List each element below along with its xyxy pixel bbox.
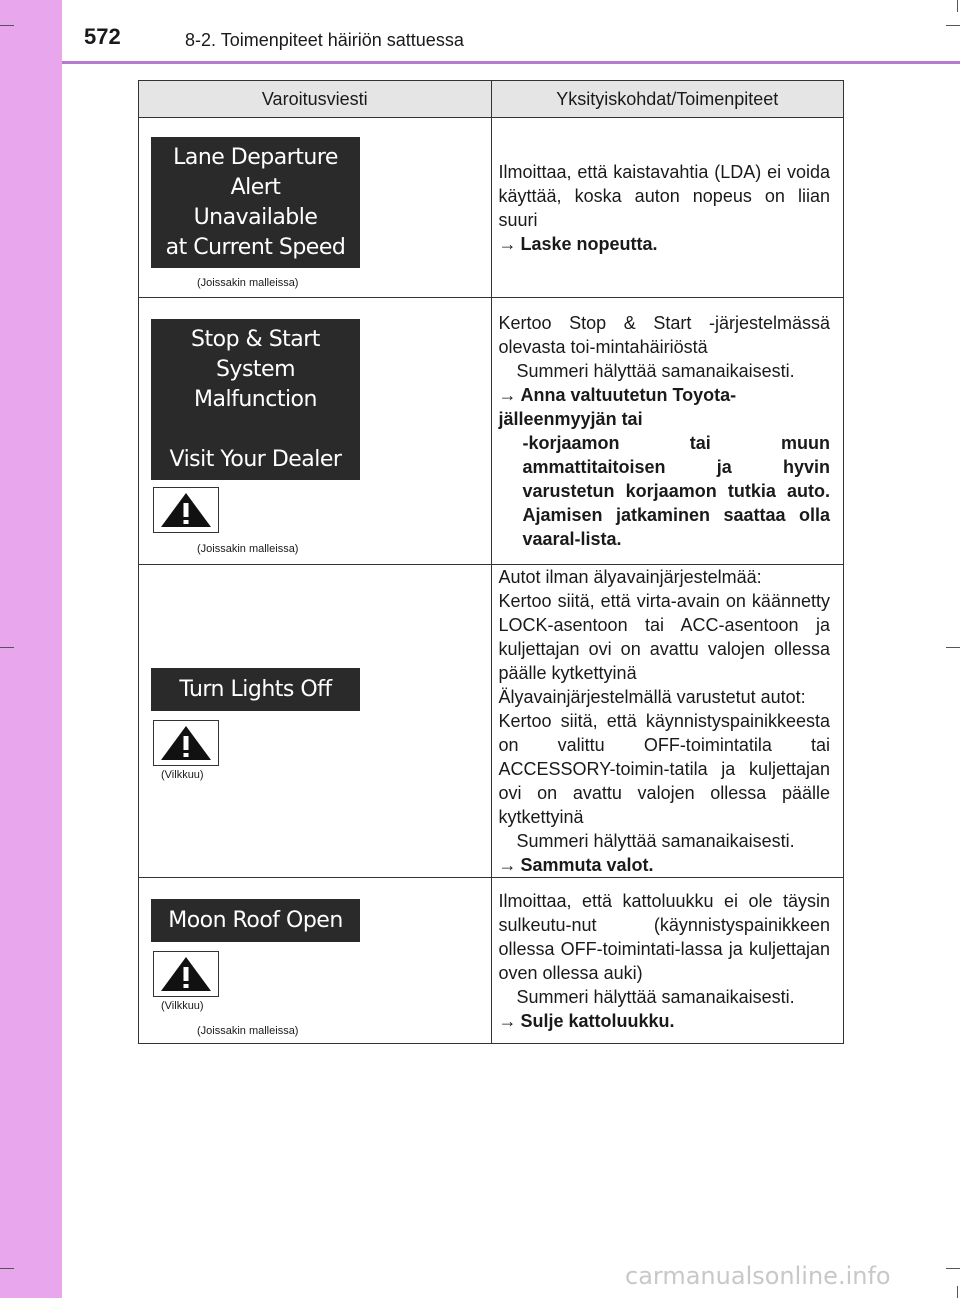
- details-cell: [491, 565, 844, 878]
- crop-mark: [957, 1286, 958, 1298]
- blink-caption: (Vilkkuu): [161, 769, 204, 781]
- action-label: Anna valtuutetun Toyota-jälleenmyyjän tai: [498, 385, 737, 429]
- action-text: [499, 232, 831, 256]
- warning-triangle-icon: [153, 720, 219, 766]
- description-text: Ilmoittaa, että kattoluukku ei ole täysin sulkeutu-nut (käynnistyspainikkeen ollessa OFF-toimintati-lassa ja kuljettajan oven ollessa auki): [498, 890, 830, 983]
- description-text: Kertoo siitä, että käynnistyspainikkeesta on valittu OFF-toimintatila tai ACCESSORY-toimin-tatila ja kuljettajan ovi on avattu valojen ollessa päälle kytkettyinä: [498, 711, 830, 827]
- arrow-icon: →: [498, 1010, 517, 1031]
- chapter-title: 8-2. Toimenpiteet häiriön sattuessa: [185, 30, 464, 50]
- table-row: [139, 298, 844, 565]
- details-cell: [491, 298, 844, 565]
- message-cell: [139, 565, 492, 878]
- display-text: Lane Departure Alert Unavailable at Current Speed: [165, 144, 346, 260]
- table-header-row: [139, 81, 844, 118]
- description-text: Autot ilman älyavainjärjestelmää:: [498, 567, 762, 587]
- arrow-icon: →: [498, 855, 517, 875]
- crop-mark: [0, 647, 14, 648]
- action-label: Sammuta valot.: [520, 855, 654, 875]
- crop-mark: [0, 1268, 14, 1269]
- message-cell: [139, 878, 492, 1044]
- caption: (Joissakin malleissa): [197, 543, 299, 555]
- table-row: [139, 878, 844, 1044]
- crop-mark: [946, 25, 960, 26]
- watermark: carmanualsonline.info: [625, 1262, 891, 1290]
- warning-triangle-icon: [153, 487, 219, 533]
- display-text: Moon Roof Open: [168, 907, 343, 933]
- action-continued: -korjaamon tai muun ammattitaitoisen ja hyvin varustetun korjaamon tutkia auto. Ajamisen jatkaminen saattaa olla vaaral-lista.: [522, 433, 830, 549]
- details-cell: [491, 878, 844, 1044]
- buzzer-note: Summeri hälyttää samanaikaisesti.: [516, 831, 795, 851]
- message-display: [151, 319, 360, 480]
- header-rule: [62, 61, 960, 64]
- column-header-message: Varoitusviesti: [139, 81, 492, 118]
- message-display: [151, 899, 360, 942]
- page-number: 572: [84, 24, 121, 49]
- chapter-tab-strip: [0, 0, 62, 1298]
- arrow-icon: →: [498, 233, 517, 254]
- action-text: [499, 1009, 831, 1033]
- caption: (Joissakin malleissa): [197, 277, 299, 289]
- message-cell: [139, 118, 492, 298]
- description-text: Älyavainjärjestelmällä varustetut autot:: [498, 687, 806, 707]
- blink-caption: (Vilkkuu): [161, 1000, 204, 1012]
- table-row: [139, 118, 844, 298]
- description-text: Ilmoittaa, että kaistavahtia (LDA) ei voida käyttää, koska auton nopeus on liian suuri: [498, 161, 830, 230]
- buzzer-note: Summeri hälyttää samanaikaisesti.: [516, 986, 795, 1007]
- crop-mark: [946, 1268, 960, 1269]
- caption: (Joissakin malleissa): [197, 1025, 299, 1037]
- action-label: Sulje kattoluukku.: [520, 1010, 675, 1031]
- details-cell: [491, 118, 844, 298]
- message-cell: [139, 298, 492, 565]
- buzzer-note: Summeri hälyttää samanaikaisesti.: [516, 361, 795, 381]
- crop-mark: [957, 0, 958, 12]
- description-text: Kertoo siitä, että virta-avain on käännetty LOCK-asentoon tai ACC-asentoon ja kuljettajan ovi on avattu valojen ollessa päälle kytkettyinä: [498, 591, 830, 683]
- warning-triangle-icon: [153, 951, 219, 997]
- action-text: [499, 383, 831, 431]
- display-text: Turn Lights Off: [179, 676, 332, 702]
- action-text: [499, 853, 831, 877]
- description-text: Kertoo Stop & Start -järjestelmässä olevasta toi-mintahäiriöstä: [498, 313, 830, 357]
- crop-mark: [0, 25, 14, 26]
- arrow-icon: →: [498, 385, 517, 405]
- table-row: [139, 565, 844, 878]
- display-text: Stop & Start System Malfunction Visit Your Dealer: [169, 326, 342, 472]
- action-label: Laske nopeutta.: [520, 233, 658, 254]
- column-header-details: Yksityiskohdat/Toimenpiteet: [491, 81, 844, 118]
- message-display: [151, 668, 360, 711]
- warning-message-table: [138, 80, 844, 1044]
- crop-mark: [946, 647, 960, 648]
- message-display: [151, 137, 360, 268]
